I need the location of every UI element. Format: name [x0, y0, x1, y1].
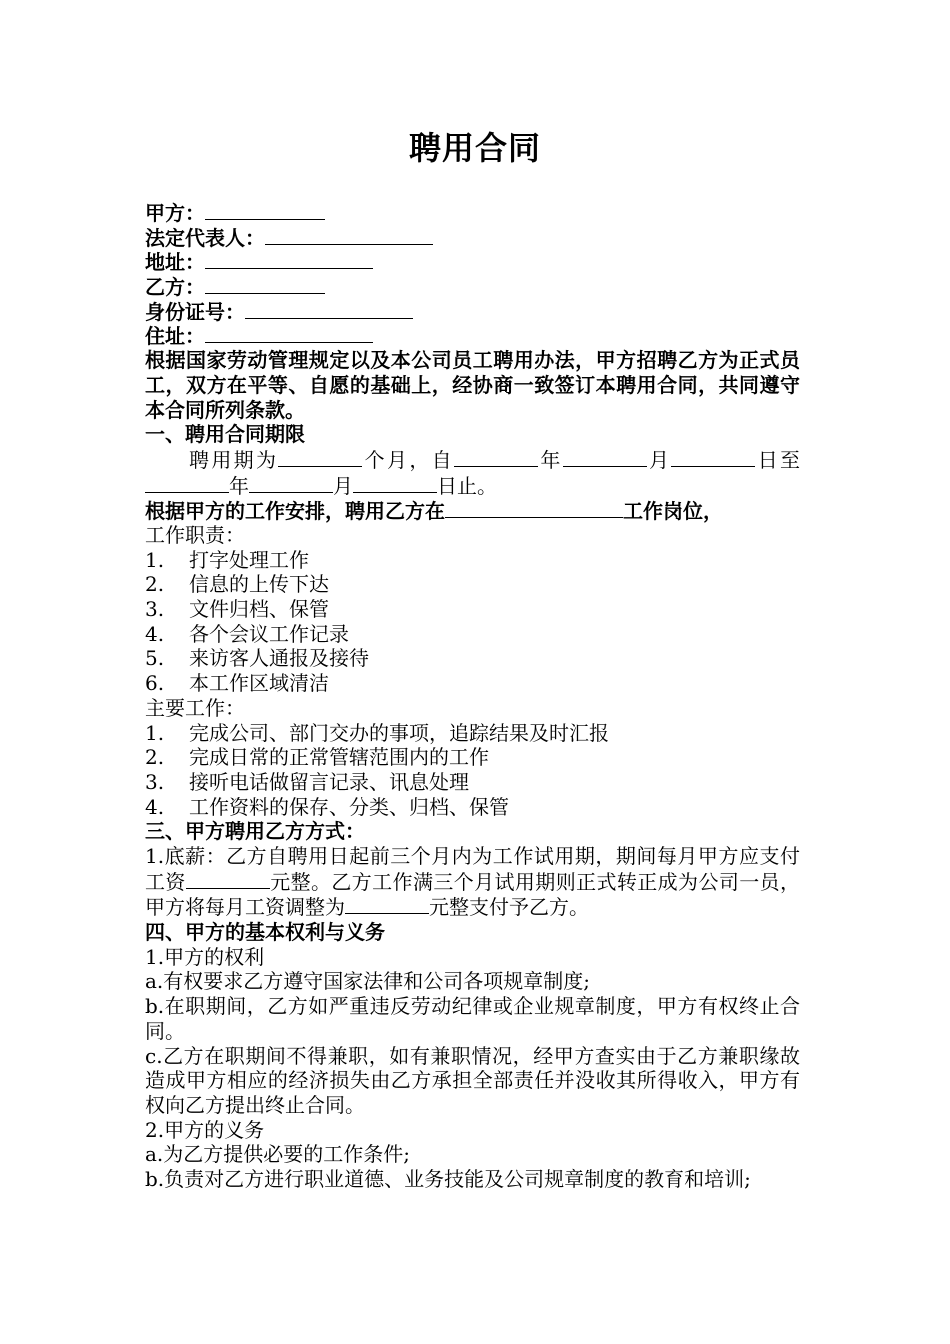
term-months-label: 个月，自 — [362, 447, 455, 472]
address-a-field — [145, 249, 800, 274]
list-item: 3. 接听电话做留言记录、讯息处理 — [145, 769, 469, 794]
term-months-blank — [278, 447, 362, 467]
obligations-label: 2.甲方的义务 — [145, 1117, 265, 1142]
list-item: 3. 文件归档、保管 — [145, 597, 329, 622]
contract-body — [145, 200, 800, 1192]
party-a-blank — [205, 200, 325, 220]
rights-item: b.在职期间，乙方如严重违反劳动纪律或企业规章制度，甲方有权终止合同。 — [145, 994, 800, 1043]
term-month2-label: 月 — [333, 473, 353, 498]
obligations-item: a.为乙方提供必要的工作条件; — [145, 1142, 411, 1167]
id-number-blank — [245, 299, 413, 319]
legal-rep-label: 法定代表人： — [145, 225, 265, 250]
assignment-pre: 根据甲方的工作安排，聘用乙方在 — [145, 499, 445, 524]
list-item: 1. 完成公司、部门交办的事项，追踪结果及时汇报 — [145, 720, 609, 745]
main-work-label: 主要工作： — [145, 695, 245, 720]
legal-rep-field — [145, 225, 800, 250]
term-year2-label: 年 — [229, 473, 249, 498]
section3-heading: 三、甲方聘用乙方方式： — [145, 819, 365, 844]
list-item: 2. 完成日常的正常管辖范围内的工作 — [145, 745, 489, 770]
page-title: 聘用合同 — [408, 129, 541, 167]
term-to-label: 至 — [780, 447, 801, 472]
preamble: 根据国家劳动管理规定以及本公司员工聘用办法，甲方招聘乙方为正式员工，双方在平等、自愿的基础上，经协商一致签订本聘用合同，共同遵守本合同所列条款。 — [145, 348, 800, 422]
salary-text-1: 1.底薪：乙方自聘用日起前三个月内为工作试用期，期间每月甲方应支付工资 — [145, 843, 800, 894]
id-number-label: 身份证号： — [145, 299, 245, 324]
rights-item: a.有权要求乙方遵守国家法律和公司各项规章制度; — [145, 969, 591, 994]
duties-label: 工作职责： — [145, 523, 245, 548]
rights-item: c.乙方在职期间不得兼职，如有兼职情况，经甲方查实由于乙方兼职缘故造成甲方相应的经济损失由乙方承担全部责任并没收其所得收入，甲方有权向乙方提出终止合同。 — [145, 1043, 800, 1117]
term-label: 聘用期为 — [189, 447, 279, 472]
address-b-blank — [205, 323, 373, 343]
term-year-label: 年 — [538, 447, 563, 472]
term-day-label: 日 — [755, 447, 781, 472]
term-start-day-blank — [671, 447, 755, 467]
term-clause — [145, 447, 800, 498]
address-a-blank — [205, 249, 373, 269]
party-a-label: 甲方： — [145, 201, 205, 225]
assignment-post: 工作岗位， — [623, 499, 723, 524]
main-work-list — [145, 721, 800, 820]
term-end-day-blank — [353, 473, 437, 493]
term-start-year-blank — [454, 447, 538, 467]
term-start-month-blank — [563, 447, 647, 467]
address-b-field — [145, 323, 800, 348]
list-item: 2. 信息的上传下达 — [145, 572, 329, 597]
list-item: 1. 打字处理工作 — [145, 547, 309, 572]
term-month-label: 月 — [646, 447, 672, 472]
probation-salary-blank — [186, 869, 270, 889]
id-number-field — [145, 299, 800, 324]
salary-text-3: 元整支付予乙方。 — [429, 895, 589, 920]
party-b-field — [145, 274, 800, 299]
party-b-label: 乙方： — [145, 275, 205, 300]
list-item: 5. 来访客人通报及接待 — [145, 646, 369, 671]
party-b-blank — [205, 274, 325, 294]
list-item: 4. 各个会议工作记录 — [145, 621, 349, 646]
rights-label: 1.甲方的权利 — [145, 944, 265, 969]
salary-clause — [145, 844, 800, 920]
duties-list — [145, 548, 800, 696]
position-blank — [445, 498, 623, 518]
address-a-label: 地址： — [145, 250, 205, 275]
obligations-item: b.负责对乙方进行职业道德、业务技能及公司规章制度的教育和培训; — [145, 1167, 751, 1192]
section1-heading: 一、聘用合同期限 — [145, 422, 305, 447]
party-a-field — [145, 200, 800, 225]
term-end-month-blank — [249, 473, 333, 493]
address-b-label: 住址： — [145, 324, 205, 349]
legal-rep-blank — [265, 225, 433, 245]
salary-text-2: 元整。乙方工作满三个月试用期则正式转正成为公司一员，甲方将每月工资调整为 — [145, 869, 801, 920]
term-end-label: 日止。 — [437, 473, 497, 498]
section4-heading: 四、甲方的基本权利与义务 — [145, 920, 385, 945]
term-end-year-blank — [145, 473, 229, 493]
list-item: 6. 本工作区域清洁 — [145, 671, 329, 696]
regular-salary-blank — [345, 894, 429, 914]
list-item: 4. 工作资料的保存、分类、归档、保管 — [145, 794, 509, 819]
assignment-line — [145, 498, 800, 523]
